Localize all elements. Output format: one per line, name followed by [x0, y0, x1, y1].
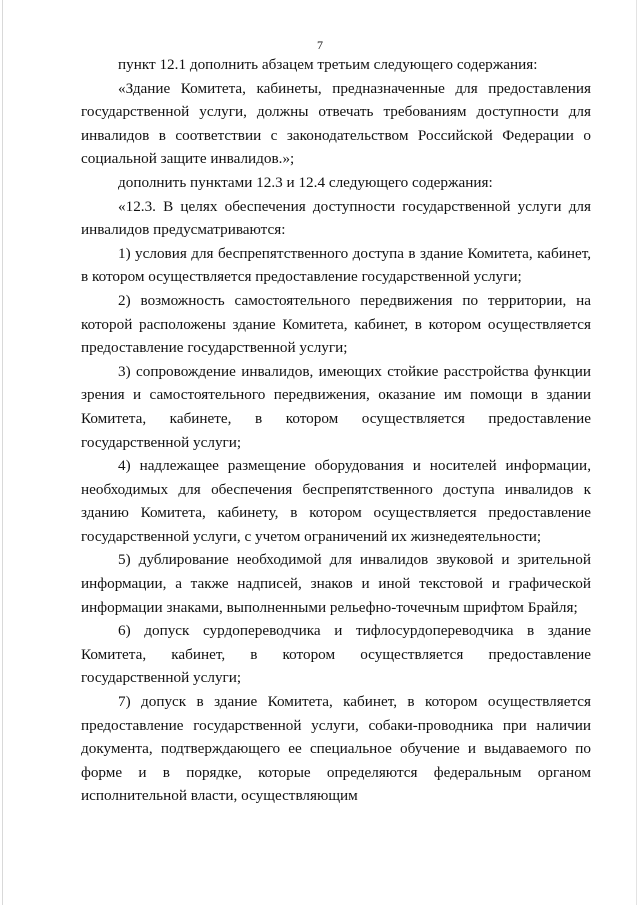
paragraph-add-12-3-12-4: дополнить пунктами 12.3 и 12.4 следующего содержания: [118, 173, 493, 191]
list-item-6: 6) допуск сурдопереводчика и тифлосурдопереводчика в здание Комитета, кабинет, в котором осуществляется предоставление государственной услуги; [81, 622, 591, 687]
document-body [81, 53, 591, 808]
page-number: 7 [317, 38, 323, 52]
page-right-edge [636, 0, 637, 905]
list-item-3: 3) сопровождение инвалидов, имеющих стойкие расстройства функции зрения и самостоятельного передвижения, оказание им помощи в здании Комитета, кабинете, в котором осуществляется предоставление государственной услуги; [81, 362, 591, 451]
page-left-edge [2, 0, 3, 905]
list-item-1: 1) условия для беспрепятственного доступа в здание Комитета, кабинет, в котором осуществляется предоставление государственной услуги; [81, 244, 591, 286]
paragraph-12-3-intro: «12.3. В целях обеспечения доступности государственной услуги для инвалидов предусматриваются: [81, 197, 591, 239]
list-item-2: 2) возможность самостоятельного передвижения по территории, на которой расположены здание Комитета, кабинет, в котором осуществляется предоставление государственной услуги; [81, 291, 591, 357]
paragraph-building-requirements: «Здание Комитета, кабинеты, предназначенные для предоставления государственной услуги, должны отвечать требованиям доступности для инвалидов в соответствии с законодательством Российской Федерации о социальной защите инвалидов.»; [81, 79, 591, 168]
list-item-5: 5) дублирование необходимой для инвалидов звуковой и зрительной информации, а также надписей, знаков и иной текстовой и графической информации знаками, выполненными рельефно-точечным шрифтом Брайля; [81, 551, 591, 616]
list-item-4: 4) надлежащее размещение оборудования и носителей информации, необходимых для обеспечения беспрепятственного доступа инвалидов к зданию Комитета, кабинету, в котором осуществляется предоставление государственной услуги, с учетом ограничений их жизнедеятельности; [81, 457, 591, 545]
list-item-7: 7) допуск в здание Комитета, кабинет, в котором осуществляется предоставление государственной услуги, собаки-проводника при наличии документа, подтверждающего ее специальное обучение и выдаваемого по форме и в порядке, которые определяются федеральным органом исполнительной власти, осуществляющим [81, 693, 591, 805]
paragraph-amend-12-1: пункт 12.1 дополнить абзацем третьим следующего содержания: [118, 56, 538, 73]
